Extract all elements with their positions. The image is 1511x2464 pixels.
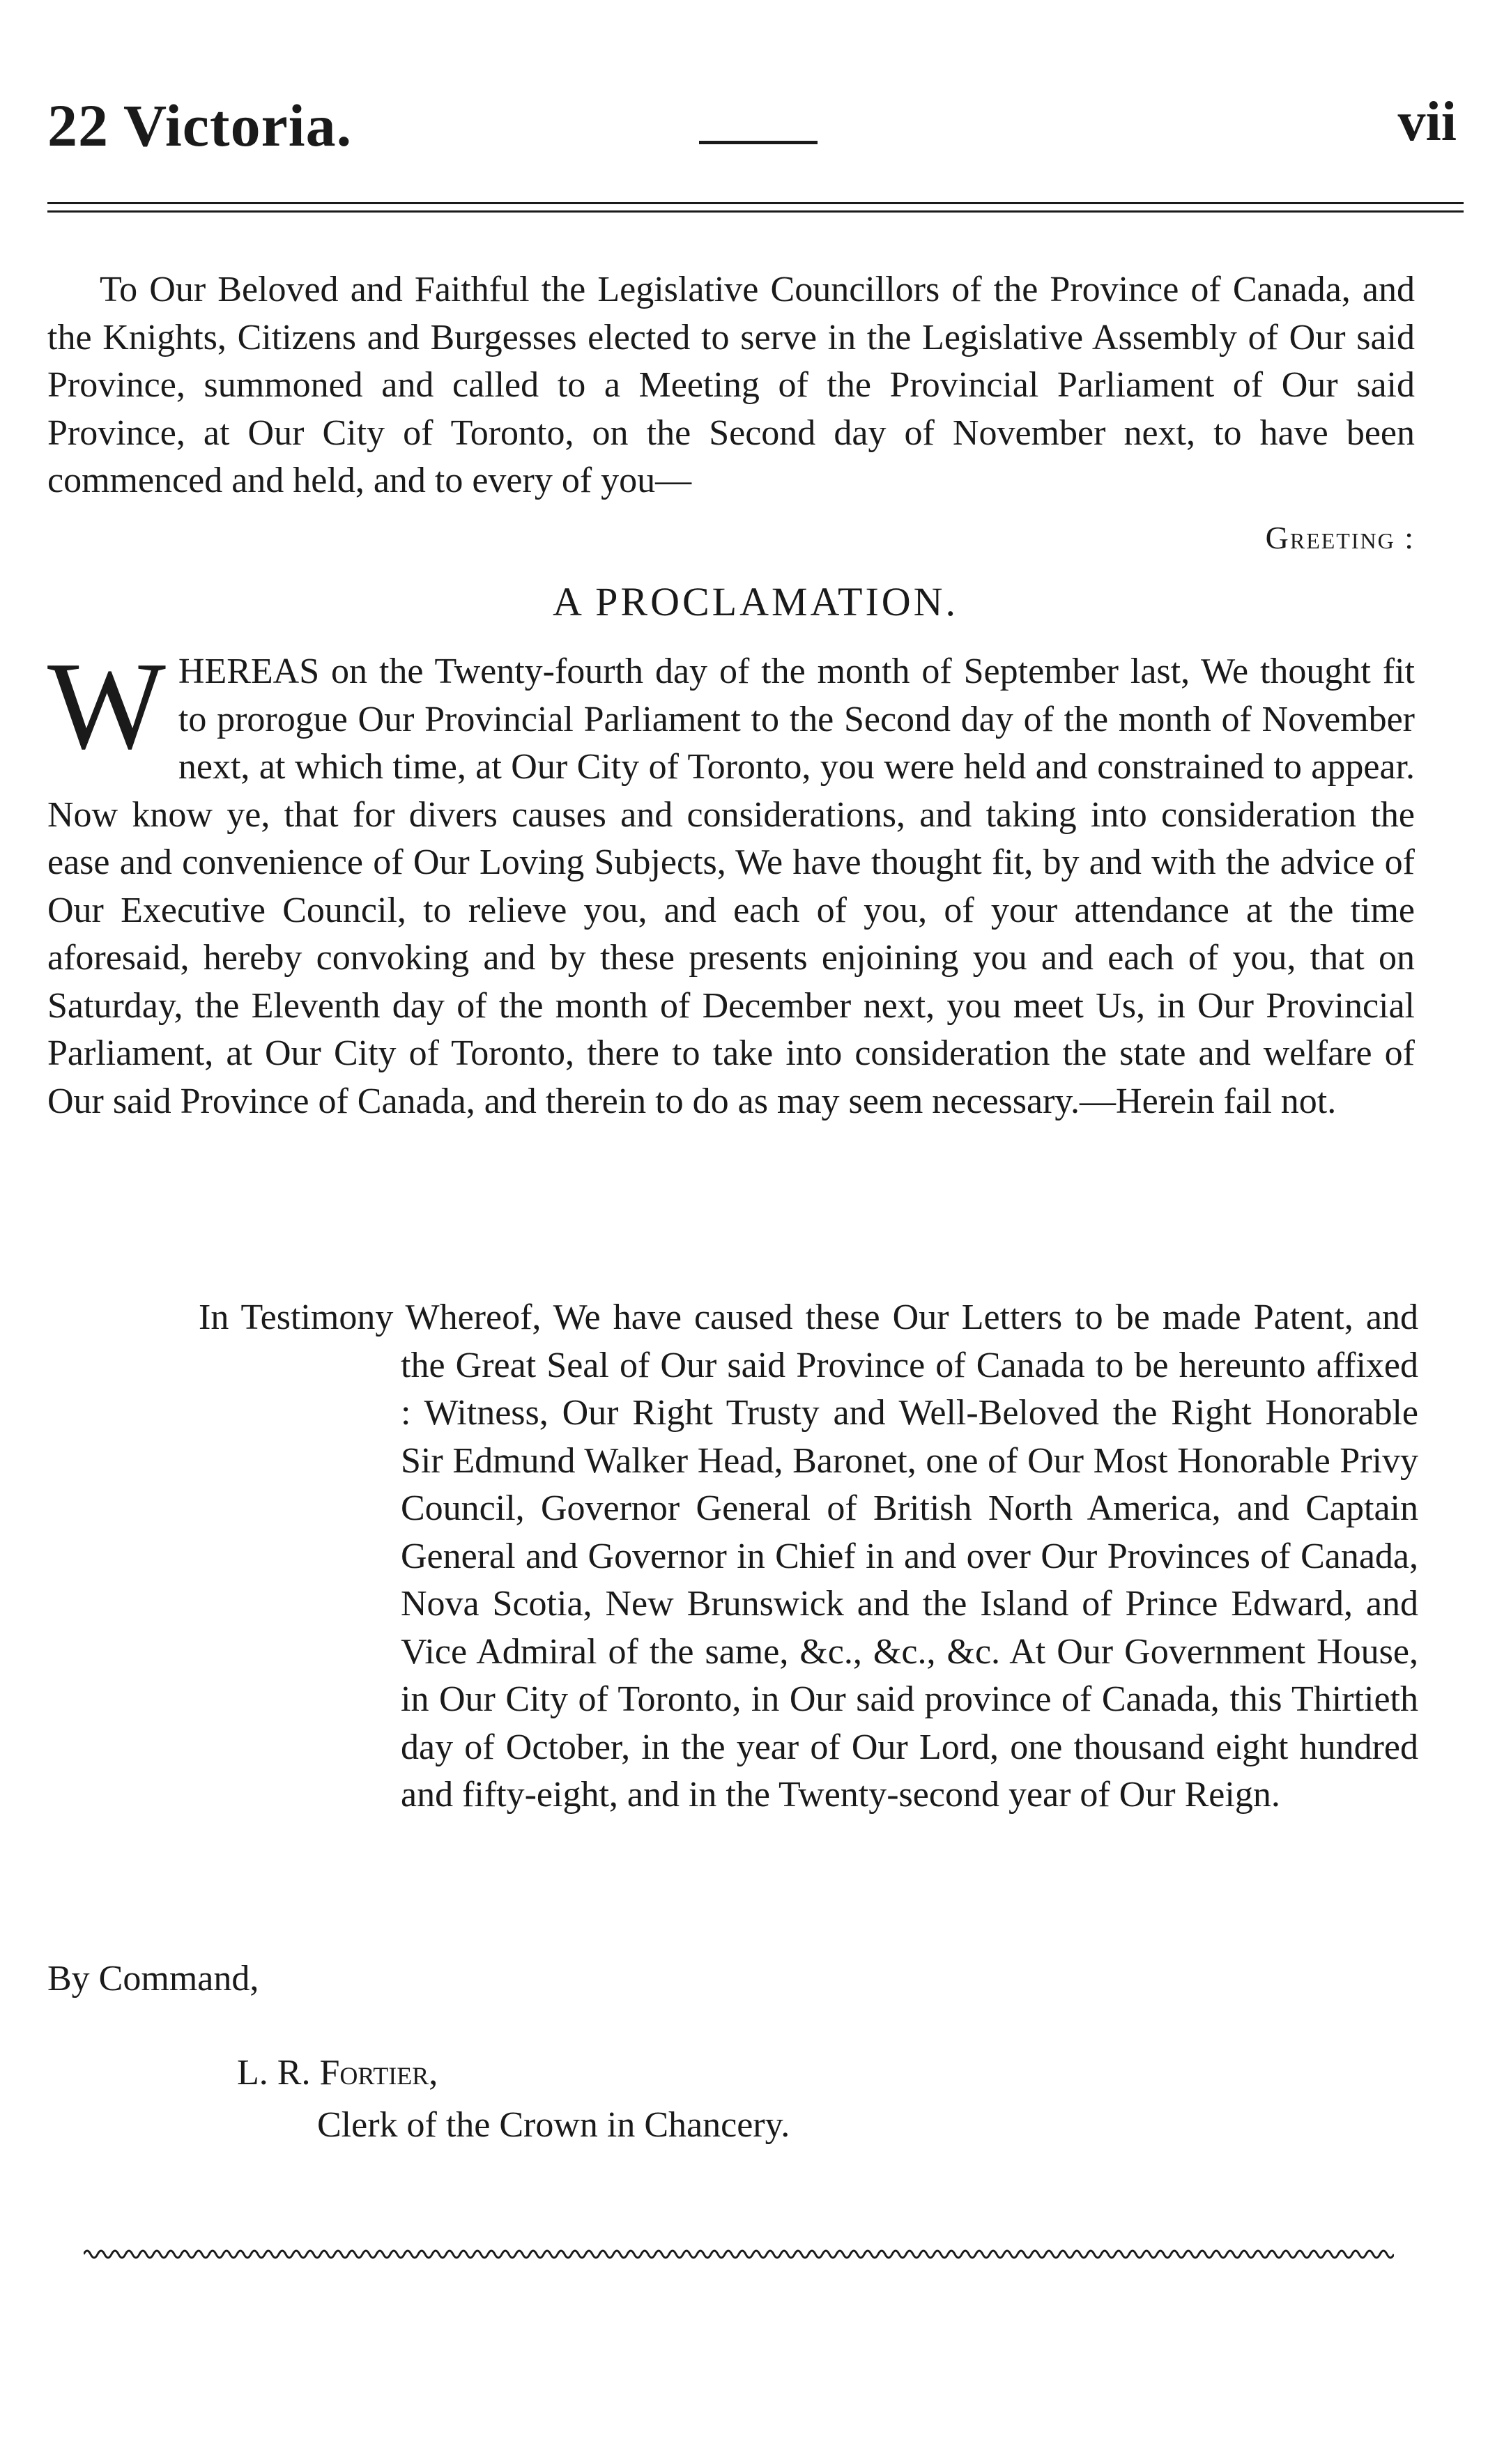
- body-text: HEREAS on the Twenty-fourth day of the month of September last, We thought fit to prorogue Our Provincial Parliament to the Second day of the month of November next, at which time, at Our City of Toronto, you were held and constrained to appear. Now know ye, that for divers causes and considerations, and taking into consideration the ease and convenience of Our Loving Subjects, We have thought fit, by and with the advice of Our Executive Council, to relieve you, and each of you, of your attendance at the time aforesaid, hereby convoking and by these presents enjoining you and each of you, that on Saturday, the Eleventh day of the month of December next, you meet Us, in Our Provincial Parliament, at Our City of Toronto, there to take into consideration the state and welfare of Our said Province of Canada, and therein to do as may seem necessary.—Herein fail not.: [47, 652, 1415, 1121]
- signer-title: Clerk of the Crown in Chancery.: [317, 2105, 790, 2145]
- proclamation-body: [47, 636, 1415, 1125]
- drop-cap: W: [47, 636, 166, 775]
- greeting: Greeting :: [1265, 520, 1415, 555]
- header-rule-bottom: [47, 210, 1464, 213]
- decorative-wavy-rule: [84, 2244, 1394, 2265]
- header-rule-top: [47, 202, 1464, 204]
- proclamation-title: A PROCLAMATION.: [552, 579, 959, 624]
- testimony-paragraph: In Testimony Whereof, We have caused these Our Letters to be made Patent, and the Great Seal of Our said Province of Canada to be hereunto affixed : Witness, Our Right Trusty and Well-Beloved the Right Honorable Sir Edmund Walker Head, Baronet, one of Our Most Honorable Privy Council, Governor General of British North America, and Captain General and Governor in Chief in and over Our Provinces of Canada, Nova Scotia, New Brunswick and the Island of Prince Edward, and Vice Admiral of the same, &c., &c., &c. At Our Government House, in Our City of Toronto, in Our said province of Canada, this Thirtieth day of October, in the year of Our Lord, one thousand eight hundred and fifty-eight, and in the Twenty-second year of Our Reign.: [199, 1298, 1418, 1815]
- running-head-left: 22 Victoria.: [47, 92, 353, 159]
- by-command: By Command,: [47, 1959, 259, 1999]
- page-number: vii: [1397, 91, 1457, 153]
- address-paragraph: To Our Beloved and Faithful the Legislative Councillors of the Province of Canada, and the Knights, Citizens and Burgesses elected to serve in the Legislative Assembly of Our said Province, summoned and called to a Meeting of the Provincial Parliament of Our said Province, at Our City of Toronto, on the Second day of November next, to have been commenced and held, and to every of you—: [47, 270, 1415, 500]
- signer-name: L. R. Fortier,: [237, 2053, 438, 2093]
- running-head: [47, 91, 1464, 174]
- header-dash: [699, 141, 818, 144]
